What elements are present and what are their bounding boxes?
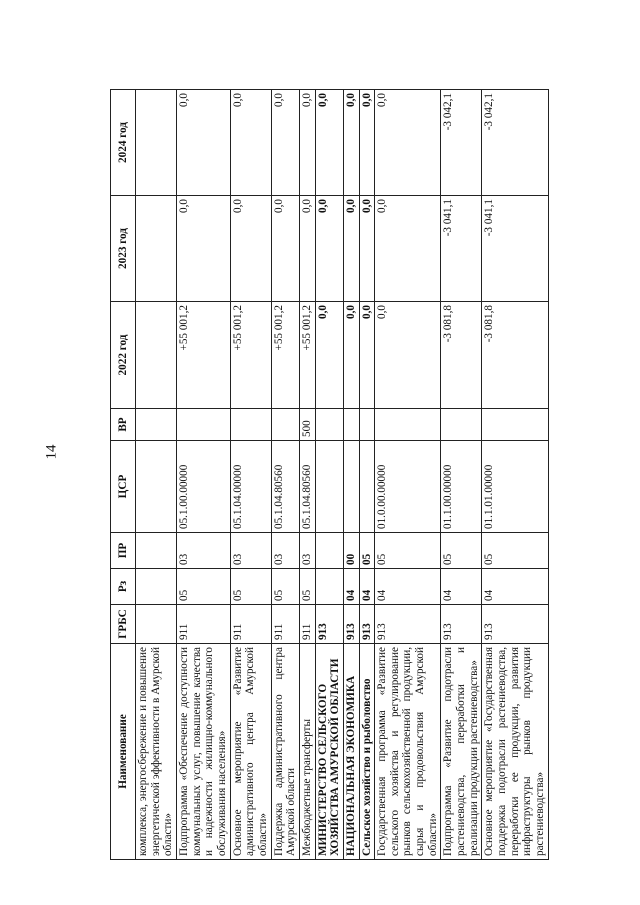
- cell-pr: 05: [482, 533, 548, 569]
- cell-pr: 05: [359, 533, 375, 569]
- col-header-2024: 2024 год: [111, 90, 136, 196]
- cell-csr: 01.0.00.00000: [375, 441, 441, 533]
- col-header-rz: Рз: [111, 569, 136, 605]
- cell-pr: [315, 533, 343, 569]
- cell-pr: 03: [176, 533, 230, 569]
- table-row: [299, 90, 315, 860]
- cell-name: Поддержка административного центра Амурской области: [271, 644, 299, 860]
- cell-name: Межбюджетные трансферты: [299, 644, 315, 860]
- cell-2024: 0,0: [359, 90, 375, 196]
- table-row: [375, 90, 441, 860]
- cell-rz: [315, 569, 343, 605]
- cell-2024: 0,0: [299, 90, 315, 196]
- cell-grbs: [136, 605, 177, 644]
- cell-2023: [136, 196, 177, 302]
- cell-rz: 05: [299, 569, 315, 605]
- cell-2023: 0,0: [343, 196, 359, 302]
- cell-2022: 0,0: [343, 302, 359, 409]
- cell-name: НАЦИОНАЛЬНАЯ ЭКОНОМИКА: [343, 644, 359, 860]
- cell-2022: 0,0: [375, 302, 441, 409]
- col-header-2023: 2023 год: [111, 196, 136, 302]
- cell-vr: [271, 409, 299, 441]
- cell-rz: [136, 569, 177, 605]
- cell-csr: 05.1.04.80560: [299, 441, 315, 533]
- cell-csr: [315, 441, 343, 533]
- cell-rz: 05: [176, 569, 230, 605]
- rotated-table-container: [110, 90, 598, 860]
- cell-name: Государственная программа «Развитие сельского хозяйства и регулирование рынков сельскохозяйственной продукции, сырья и продовольствия Амурской области»: [375, 644, 441, 860]
- budget-table: [110, 89, 549, 860]
- cell-name: Сельское хозяйство и рыболовство: [359, 644, 375, 860]
- cell-vr: [482, 409, 548, 441]
- cell-grbs: 913: [441, 605, 482, 644]
- cell-vr: [343, 409, 359, 441]
- cell-csr: [136, 441, 177, 533]
- table-row: [441, 90, 482, 860]
- cell-pr: 05: [375, 533, 441, 569]
- cell-grbs: 913: [315, 605, 343, 644]
- cell-name: Подпрограмма «Обеспечение доступности коммунальных услуг, повышение качества и надежности жилищно-коммунального обслуживания населения»: [176, 644, 230, 860]
- cell-name: МИНИСТЕРСТВО СЕЛЬСКОГО ХОЗЯЙСТВА АМУРСКОЙ ОБЛАСТИ: [315, 644, 343, 860]
- cell-name: Основное мероприятие «Государственная поддержка подотрасли растениеводства, переработки ее продукции, развития инфраструктуры рынков продукции растениеводства»: [482, 644, 548, 860]
- cell-csr: 05.1.04.80560: [271, 441, 299, 533]
- cell-vr: [375, 409, 441, 441]
- cell-2023: -3 041,1: [441, 196, 482, 302]
- cell-rz: 05: [230, 569, 271, 605]
- cell-2022: 0,0: [315, 302, 343, 409]
- cell-2023: 0,0: [375, 196, 441, 302]
- cell-grbs: 913: [375, 605, 441, 644]
- cell-2022: +55 001,2: [176, 302, 230, 409]
- cell-grbs: 911: [176, 605, 230, 644]
- cell-2024: -3 042,1: [482, 90, 548, 196]
- cell-vr: [136, 409, 177, 441]
- cell-grbs: 911: [271, 605, 299, 644]
- table-row: [482, 90, 548, 860]
- cell-pr: 05: [441, 533, 482, 569]
- cell-2024: 0,0: [315, 90, 343, 196]
- cell-csr: 01.1.00.00000: [441, 441, 482, 533]
- cell-2023: 0,0: [271, 196, 299, 302]
- cell-2022: -3 081,8: [482, 302, 548, 409]
- table-row: [230, 90, 271, 860]
- table-row: [359, 90, 375, 860]
- cell-grbs: 911: [299, 605, 315, 644]
- cell-grbs: 911: [230, 605, 271, 644]
- table-body: [136, 90, 549, 860]
- cell-2023: 0,0: [230, 196, 271, 302]
- cell-2023: -3 041,1: [482, 196, 548, 302]
- cell-2024: 0,0: [230, 90, 271, 196]
- cell-2024: 0,0: [176, 90, 230, 196]
- cell-name: Подпрограмма «Развитие подотрасли растениеводства, переработки и реализации продукции растениеводства»: [441, 644, 482, 860]
- table-row: [343, 90, 359, 860]
- cell-grbs: 913: [359, 605, 375, 644]
- cell-2023: 0,0: [299, 196, 315, 302]
- cell-2024: 0,0: [343, 90, 359, 196]
- cell-rz: 04: [375, 569, 441, 605]
- col-header-vr: ВР: [111, 409, 136, 441]
- cell-2024: -3 042,1: [441, 90, 482, 196]
- table-row: [176, 90, 230, 860]
- cell-pr: 03: [230, 533, 271, 569]
- cell-2022: -3 081,8: [441, 302, 482, 409]
- cell-vr: [315, 409, 343, 441]
- cell-2023: 0,0: [176, 196, 230, 302]
- cell-rz: 04: [441, 569, 482, 605]
- col-header-grbs: ГРБС: [111, 605, 136, 644]
- cell-name: комплекса, энергосбережение и повышение энергетической эффективности в Амурской области»: [136, 644, 177, 860]
- cell-pr: 03: [299, 533, 315, 569]
- cell-vr: [359, 409, 375, 441]
- cell-2024: 0,0: [271, 90, 299, 196]
- cell-rz: 05: [271, 569, 299, 605]
- cell-grbs: 913: [482, 605, 548, 644]
- cell-2022: [136, 302, 177, 409]
- table-row: [136, 90, 177, 860]
- col-header-name: Наименование: [111, 644, 136, 860]
- cell-csr: 01.1.01.00000: [482, 441, 548, 533]
- cell-vr: [441, 409, 482, 441]
- cell-2022: +55 001,2: [271, 302, 299, 409]
- cell-vr: 500: [299, 409, 315, 441]
- col-header-pr: ПР: [111, 533, 136, 569]
- col-header-csr: ЦСР: [111, 441, 136, 533]
- table-row: [271, 90, 299, 860]
- table-row: [315, 90, 343, 860]
- cell-rz: 04: [343, 569, 359, 605]
- cell-pr: [136, 533, 177, 569]
- cell-csr: 05.1.04.00000: [230, 441, 271, 533]
- cell-csr: 05.1.00.00000: [176, 441, 230, 533]
- cell-2022: +55 001,2: [230, 302, 271, 409]
- cell-name: Основное мероприятие «Развитие административного центра Амурской области»: [230, 644, 271, 860]
- cell-pr: 03: [271, 533, 299, 569]
- cell-2022: 0,0: [359, 302, 375, 409]
- cell-vr: [230, 409, 271, 441]
- cell-grbs: 913: [343, 605, 359, 644]
- cell-vr: [176, 409, 230, 441]
- cell-2024: [136, 90, 177, 196]
- page-number: 14: [43, 444, 60, 460]
- cell-csr: [359, 441, 375, 533]
- cell-2023: 0,0: [315, 196, 343, 302]
- table-header-row: [111, 90, 136, 860]
- cell-2022: +55 001,2: [299, 302, 315, 409]
- col-header-2022: 2022 год: [111, 302, 136, 409]
- cell-2023: 0,0: [359, 196, 375, 302]
- cell-csr: [343, 441, 359, 533]
- cell-2024: 0,0: [375, 90, 441, 196]
- cell-rz: 04: [359, 569, 375, 605]
- cell-rz: 04: [482, 569, 548, 605]
- cell-pr: 00: [343, 533, 359, 569]
